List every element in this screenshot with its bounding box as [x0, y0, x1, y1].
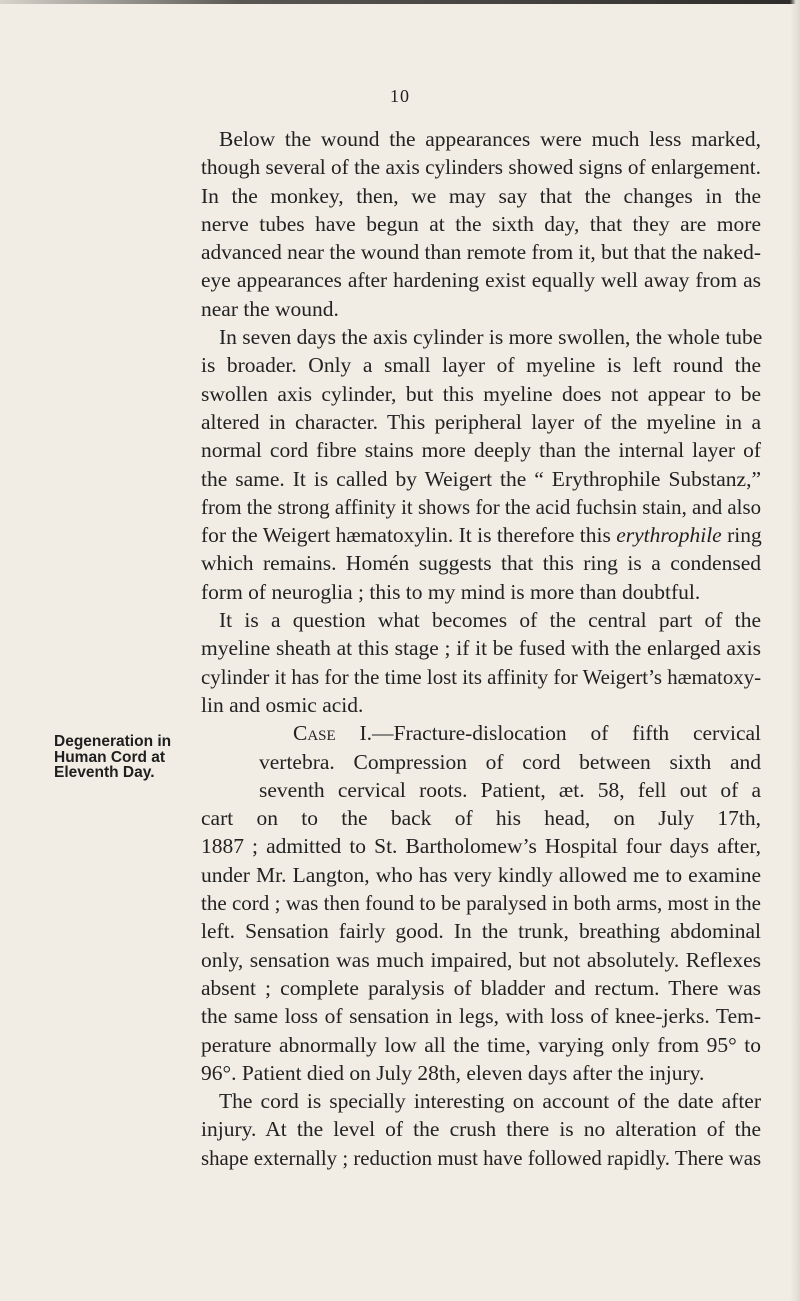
text-segment: ring: [721, 523, 762, 548]
text-line: though several of the axis cylinders showed signs of enlargement.: [201, 155, 761, 180]
text-line: shape externally ; reduction must have followed rapidly. There was: [201, 1145, 762, 1170]
text-line: nerve tubes have begun at the sixth day, that they are more: [201, 211, 761, 236]
italic-term: erythrophile: [616, 523, 722, 548]
text-line: absent ; complete paralysis of bladder and rectum. There was: [201, 975, 761, 1000]
text-line: Below the wound the appearances were much less marked,: [219, 127, 761, 151]
text-line: altered in character. This peripheral layer of the myeline in a: [201, 409, 761, 434]
page-number: 10: [390, 86, 410, 106]
text-line: near the wound.: [201, 296, 339, 321]
sidenote-line: Degeneration in: [54, 733, 172, 750]
text-line: perature abnormally low all the time, varying only from 95° to: [201, 1032, 761, 1057]
text-line: 1887 ; admitted to St. Bartholomew’s Hospital four days after,: [201, 834, 761, 859]
case-label: Case: [293, 721, 336, 746]
margin-sidenote: [54, 734, 204, 781]
text-line: left. Sensation fairly good. In the trunk, breathing abdominal: [201, 919, 761, 944]
text-line: It is a question what becomes of the central part of the: [219, 608, 761, 633]
text-line: The cord is specially interesting on account of the date after: [219, 1089, 761, 1114]
text-line: cylinder it has for the time lost its affinity for Weigert’s hæmatoxy-: [201, 664, 762, 689]
text-line: lin and osmic acid.: [201, 692, 364, 717]
text-line: form of neuroglia ; this to my mind is more than doubtful.: [201, 579, 701, 604]
text-line: from the strong affinity it shows for the acid fuchsin stain, and also: [201, 494, 761, 519]
case-title: I.—Fracture-dislocation of fifth cervical: [335, 721, 761, 746]
text-line: the cord ; was then found to be paralysed in both arms, most in the: [201, 891, 761, 916]
text-line: under Mr. Langton, who has very kindly allowed me to examine: [201, 862, 761, 887]
text-line: the same loss of sensation in legs, with loss of knee-jerks. Tem-: [201, 1004, 761, 1029]
text-line: seventh cervical roots. Patient, æt. 58, fell out of a: [259, 777, 761, 802]
sidenote-line: Eleventh Day.: [54, 764, 155, 781]
text-line: myeline sheath at this stage ; if it be fused with the enlarged axis: [201, 636, 761, 661]
text-line: In seven days the axis cylinder is more swollen, the whole tube: [219, 325, 763, 350]
text-line: cart on to the back of his head, on July 17th,: [201, 806, 761, 831]
text-line: In the monkey, then, we may say that the changes in the: [201, 183, 761, 208]
text-line-with-italic: [201, 521, 761, 549]
text-line: the same. It is called by Weigert the “ Erythrophile Substanz,”: [201, 466, 761, 491]
text-segment: for the Weigert hæmatoxylin. It is therefore this: [201, 523, 617, 548]
text-line: vertebra. Compression of cord between sixth and: [259, 749, 761, 774]
text-line: eye appearances after hardening exist equally well away from as: [201, 268, 761, 293]
body-text: [201, 125, 761, 1172]
text-line: only, sensation was much impaired, but not absolutely. Reflexes: [201, 947, 761, 972]
text-line: swollen axis cylinder, but this myeline does not appear to be: [201, 381, 761, 406]
text-line: injury. At the level of the crush there is no alteration of the: [201, 1117, 761, 1142]
text-line: is broader. Only a small layer of myeline is left round the: [201, 353, 761, 378]
text-line: which remains. Homén suggests that this ring is a condensed: [201, 551, 761, 576]
top-edge-rule: [0, 0, 800, 4]
page-edge-shadow: [790, 0, 800, 1301]
sidenote-line: Human Cord at: [54, 748, 166, 766]
text-line: advanced near the wound than remote from it, but that the naked-: [201, 240, 761, 265]
case-heading: [201, 719, 761, 747]
text-line: 96°. Patient died on July 28th, eleven days after the injury.: [201, 1060, 705, 1085]
text-line: normal cord fibre stains more deeply than the internal layer of: [201, 438, 761, 463]
